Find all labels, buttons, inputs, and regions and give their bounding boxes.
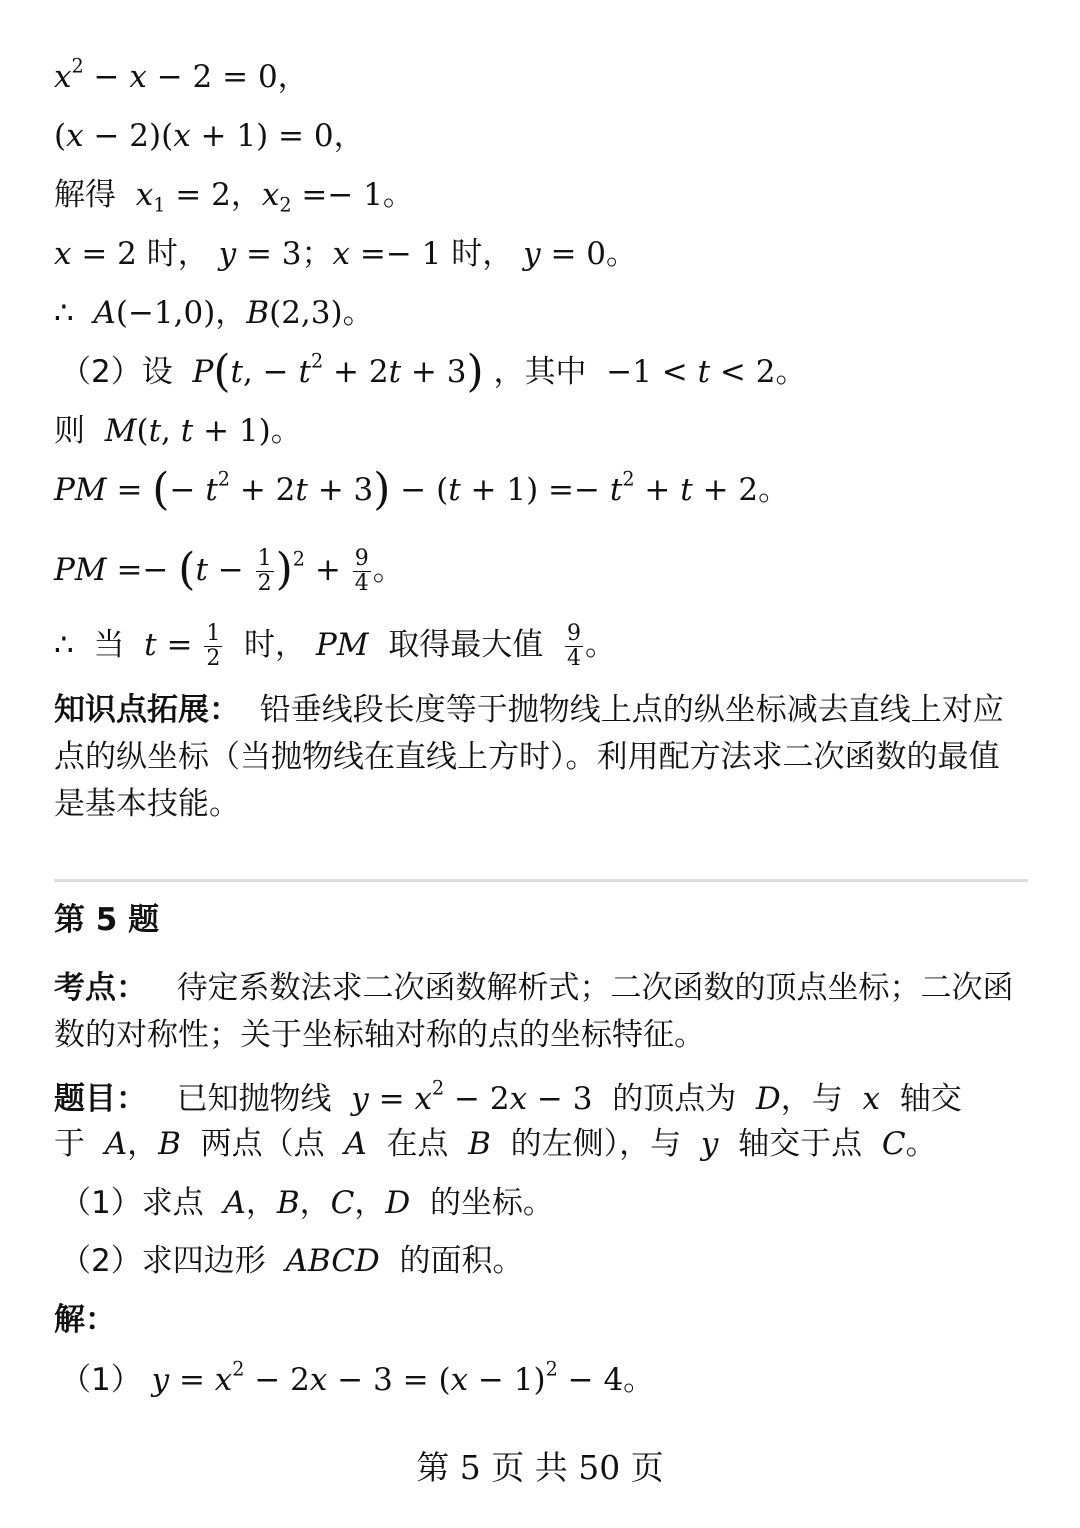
solution-1-line: （1） $y = x^2 - 2x - 3 = (x - 1)^2 - 4$。 — [60, 1357, 655, 1398]
timu-pre: 已知抛物线 — [176, 1081, 332, 1117]
conclusion-mid: 时， — [244, 627, 307, 663]
then-label: 则 — [54, 413, 85, 449]
q2-suffix: 的面积。 — [399, 1243, 524, 1279]
problem-heading: 第 5 题 — [54, 902, 160, 938]
pm-vertex-form-line: PM =− (t − $\frac{1}{2}$ )$^2$ + $\frac{9}{4}$ 。 — [54, 544, 404, 596]
timu-label: 题目： — [54, 1081, 147, 1117]
q2-label: （2）求四边形 — [60, 1243, 266, 1279]
timu-line2-a: 于 — [54, 1126, 85, 1162]
fraction-one-half: $\frac{1}{2}$ — [257, 546, 272, 596]
equation-factored: (x − 2)(x + 1) = 0， — [54, 118, 365, 154]
timu-left: 的左侧），与 — [510, 1126, 682, 1162]
pm-expression-line: PM = (− $t^2 + 2t + 3) - (t + 1) =- t^2 + t + 2$。 — [54, 464, 790, 515]
fraction-nine-fourths: $\frac{9}{4}$ — [354, 546, 369, 596]
q1-label: （1）求点 — [60, 1185, 204, 1221]
timu-intersect: ，与 — [780, 1081, 843, 1117]
sol1-label: （1） — [60, 1362, 142, 1398]
timu-two-points: 两点（点 — [200, 1126, 325, 1162]
part2-set-line: （2）设 P(t, − $t^2 + 2t + 3$) ，其中 −1 < t < 2。 — [60, 346, 807, 397]
timu-at-point: 在点 — [386, 1126, 449, 1162]
kaodian-paragraph — [54, 965, 1029, 1059]
y-values-line: x = 2 时， y = 3；x =− 1 时， y = 0。 — [54, 236, 638, 272]
section-divider — [54, 879, 1028, 882]
part2-where: ，其中 — [493, 354, 587, 390]
conclusion-when: 当 — [93, 627, 125, 663]
solve-label: 解得 — [54, 177, 116, 213]
question-1-line: （1）求点 A，B，C，D 的坐标。 — [60, 1185, 554, 1221]
kaodian-label: 考点： — [54, 970, 147, 1006]
question-2-line: （2）求四边形 ABCD 的面积。 — [60, 1243, 524, 1279]
kaodian-text: 待定系数法求二次函数解析式；二次函数的顶点坐标；二次函数的对称性；关于坐标轴对称的点的坐标特征。 — [54, 970, 1014, 1053]
page-footer: 第 5 页 共 50 页 — [416, 1448, 664, 1487]
therefore-symbol: ∴ — [54, 295, 74, 331]
roots-line: 解得 $x_1 = 2$，$x_2 =- 1$。 — [54, 177, 414, 217]
knowledge-text: 铅垂线段长度等于抛物线上点的纵坐标减去直线上对应点的纵坐标（当抛物线在直线上方时）。利用配方法求二次函数的最值是基本技能。 — [54, 692, 1004, 822]
timu-line-2: 于 A，B 两点（点 A 在点 B 的左侧），与 y 轴交于点 C。 — [54, 1126, 937, 1162]
knowledge-paragraph — [54, 687, 1029, 828]
timu-axis2: 轴交于点 — [738, 1126, 863, 1162]
solution-label: 解： — [54, 1302, 116, 1338]
equation-quadratic: $x^2 - x - 2 = 0$， — [54, 54, 309, 95]
conclusion-line: ∴ 当 t = $\frac{1}{2}$ 时， PM 取得最大值 $\frac{9}{4}$ 。 — [54, 621, 616, 671]
point-m-line: 则 M(t, t + 1)。 — [54, 413, 302, 449]
knowledge-label: 知识点拓展： — [54, 692, 240, 728]
timu-line-1: 题目： 已知抛物线 $y = x^2 - 2x - 3$ 的顶点为 D，与 x 轴交 — [54, 1076, 962, 1117]
part2-label: （2）设 — [60, 354, 173, 390]
timu-axis: 轴交 — [899, 1081, 962, 1117]
when-text-2: 时， — [451, 236, 514, 272]
conclusion-max: 取得最大值 — [388, 627, 544, 663]
points-ab-line: ∴ A(−1,0)，B(2,3)。 — [54, 295, 374, 331]
when-text-1: 时， — [146, 236, 209, 272]
timu-vertex: 的顶点为 — [612, 1081, 737, 1117]
q1-suffix: 的坐标。 — [429, 1185, 554, 1221]
